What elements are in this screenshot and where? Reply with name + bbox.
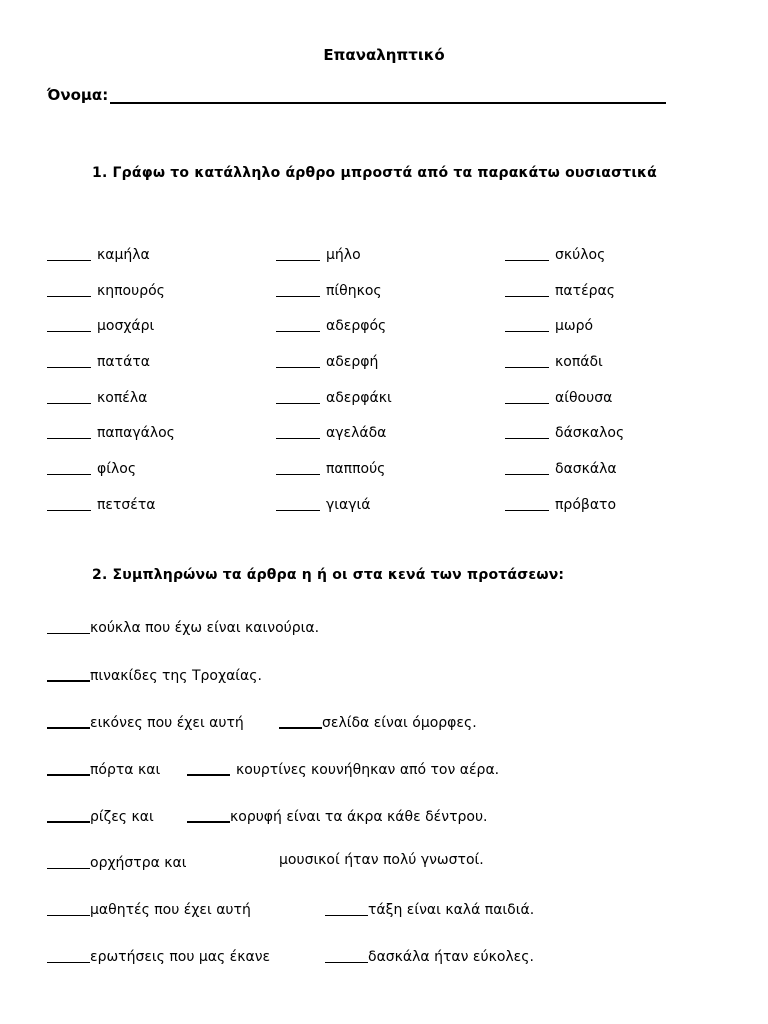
noun-word: μήλο [326, 247, 361, 263]
noun-word: δασκάλα [555, 461, 617, 478]
article-blank[interactable] [47, 424, 91, 439]
name-label: Όνομα: [47, 86, 109, 104]
article-blank[interactable] [276, 460, 320, 475]
sentence-row [47, 946, 727, 993]
noun-word: κοπέλα [97, 389, 148, 406]
sentence-part-2 [187, 805, 488, 825]
article-blank[interactable] [47, 901, 90, 916]
noun-word: αδερφός [326, 318, 387, 335]
noun-item [505, 351, 603, 370]
noun-item [47, 458, 136, 477]
noun-item [276, 422, 386, 441]
article-blank[interactable] [505, 424, 549, 439]
sentence-text: εικόνες που έχει αυτή [90, 715, 244, 731]
noun-item [505, 280, 615, 299]
sentence-row [47, 852, 727, 899]
article-blank[interactable] [47, 760, 90, 776]
noun-item [47, 280, 165, 299]
noun-row [47, 387, 727, 423]
article-blank[interactable] [505, 317, 549, 332]
article-blank[interactable] [187, 760, 230, 776]
article-blank[interactable] [325, 948, 368, 963]
article-blank[interactable] [47, 807, 90, 823]
sentence-text: πόρτα και [90, 762, 161, 778]
noun-item [276, 387, 392, 406]
noun-word: πίθηκος [326, 282, 382, 299]
article-blank[interactable] [276, 317, 320, 332]
sentence-text: πινακίδες της Τροχαίας. [90, 668, 262, 684]
noun-item [47, 387, 147, 406]
sentence-part-1 [47, 805, 154, 825]
noun-word: φίλος [97, 461, 137, 478]
article-blank[interactable] [47, 246, 91, 261]
noun-word: κοπάδι [555, 354, 603, 371]
page-title: Επαναληπτικό [323, 46, 445, 64]
noun-item [276, 494, 371, 513]
article-blank[interactable] [276, 282, 320, 297]
article-blank[interactable] [325, 901, 368, 916]
noun-word: αίθουσα [555, 389, 613, 406]
sentence-row [47, 805, 727, 852]
article-blank[interactable] [187, 807, 230, 823]
article-noun-grid [47, 244, 727, 530]
article-blank[interactable] [505, 460, 549, 475]
noun-item [505, 494, 616, 513]
sentence-list [47, 617, 727, 993]
sentence-row [47, 899, 727, 946]
noun-word: πρόβατο [555, 496, 617, 513]
sentence-row [47, 711, 727, 758]
sentence-text: κορυφή είναι τα άκρα κάθε δέντρου. [230, 809, 488, 825]
article-blank[interactable] [279, 713, 322, 729]
article-blank[interactable] [276, 389, 320, 404]
noun-row [47, 351, 727, 387]
sentence-row [47, 664, 727, 711]
noun-item [47, 315, 154, 334]
noun-item [47, 422, 175, 441]
noun-word: παππούς [326, 461, 386, 478]
article-blank[interactable] [47, 619, 90, 634]
noun-word: δάσκαλος [555, 425, 625, 442]
sentence-text: ορχήστρα και [90, 855, 187, 871]
noun-word: αδερφάκι [326, 389, 392, 406]
noun-row [47, 494, 727, 530]
sentence-text: μουσικοί ήταν πολύ γνωστοί. [279, 852, 484, 868]
sentence-part-1 [47, 899, 251, 918]
article-blank[interactable] [47, 282, 91, 297]
noun-item [276, 351, 378, 370]
article-blank[interactable] [505, 246, 549, 261]
noun-word: καμήλα [97, 247, 150, 263]
sentence-part-2 [279, 852, 484, 868]
article-blank[interactable] [47, 353, 91, 368]
sentence-part-2 [187, 758, 499, 778]
noun-item [47, 494, 156, 513]
noun-word: σκύλος [555, 247, 606, 263]
noun-row [47, 458, 727, 494]
sentence-row [47, 758, 727, 805]
sentence-part-2 [325, 899, 534, 918]
sentence-row [47, 617, 727, 664]
noun-item [276, 280, 382, 299]
article-blank[interactable] [276, 246, 320, 261]
article-blank[interactable] [47, 460, 91, 475]
exercise-2-heading-text: . Συμπληρώνω τα άρθρα η ή οι στα κενά των προτάσεων: [101, 567, 565, 583]
sentence-text: ρίζες και [90, 809, 154, 825]
article-blank[interactable] [47, 713, 90, 729]
sentence-text: τάξη είναι καλά παιδιά. [368, 902, 535, 918]
noun-item [505, 387, 612, 406]
sentence-text: σελίδα είναι όμορφες. [322, 715, 477, 731]
noun-word: αδερφή [326, 354, 379, 371]
noun-word: μοσχάρι [97, 318, 155, 335]
noun-row [47, 244, 727, 280]
noun-row [47, 422, 727, 458]
noun-word: γιαγιά [326, 496, 371, 513]
article-blank[interactable] [47, 948, 90, 963]
sentence-part-2 [279, 711, 477, 731]
sentence-text: μαθητές που έχει αυτή [90, 902, 251, 918]
name-row [47, 86, 666, 104]
sentence-part-1 [47, 664, 262, 684]
noun-item [47, 351, 150, 370]
noun-word: παπαγάλος [97, 425, 175, 442]
exercise-2-number: 2 [92, 567, 102, 583]
exercise-1-heading [92, 165, 657, 181]
article-blank[interactable] [505, 353, 549, 368]
noun-row [47, 280, 727, 316]
exercise-1-heading-text: . Γράφω το κατάλληλο άρθρο μπροστά από τα παρακάτω ουσιαστικά [101, 165, 657, 181]
article-blank[interactable] [47, 496, 91, 511]
exercise-1-number: 1 [92, 165, 102, 181]
noun-word: αγελάδα [326, 425, 387, 442]
article-blank[interactable] [47, 317, 91, 332]
article-blank[interactable] [276, 424, 320, 439]
sentence-text: κουρτίνες κουνήθηκαν από τον αέρα. [236, 762, 500, 778]
sentence-part-1 [47, 711, 244, 731]
sentence-part-2 [325, 946, 534, 965]
noun-item [47, 244, 150, 263]
noun-item [505, 458, 617, 477]
article-blank[interactable] [505, 496, 549, 511]
article-blank[interactable] [47, 666, 90, 682]
noun-word: πατέρας [555, 282, 615, 299]
sentence-text: κούκλα που έχω είναι καινούρια. [90, 620, 320, 636]
noun-item [505, 422, 624, 441]
article-blank[interactable] [505, 389, 549, 404]
sentence-part-1 [47, 852, 187, 871]
sentence-text: ερωτήσεις που μας έκανε [90, 949, 271, 965]
noun-item [276, 458, 385, 477]
sentence-part-1 [47, 617, 319, 636]
noun-item [505, 315, 593, 334]
article-blank[interactable] [276, 353, 320, 368]
noun-word: πατάτα [97, 354, 150, 371]
article-blank[interactable] [505, 282, 549, 297]
name-blank-line[interactable] [110, 87, 666, 104]
noun-word: κηπουρός [97, 282, 165, 299]
article-blank[interactable] [47, 854, 90, 869]
noun-item [505, 244, 605, 263]
noun-item [276, 315, 386, 334]
sentence-part-1 [47, 758, 160, 778]
sentence-part-1 [47, 946, 270, 965]
exercise-2-heading [92, 567, 564, 583]
noun-row [47, 315, 727, 351]
sentence-text: δασκάλα ήταν εύκολες. [368, 949, 534, 965]
article-blank[interactable] [276, 496, 320, 511]
noun-word: πετσέτα [97, 496, 156, 513]
noun-word: μωρό [555, 318, 594, 335]
noun-item [276, 244, 361, 263]
article-blank[interactable] [47, 389, 91, 404]
